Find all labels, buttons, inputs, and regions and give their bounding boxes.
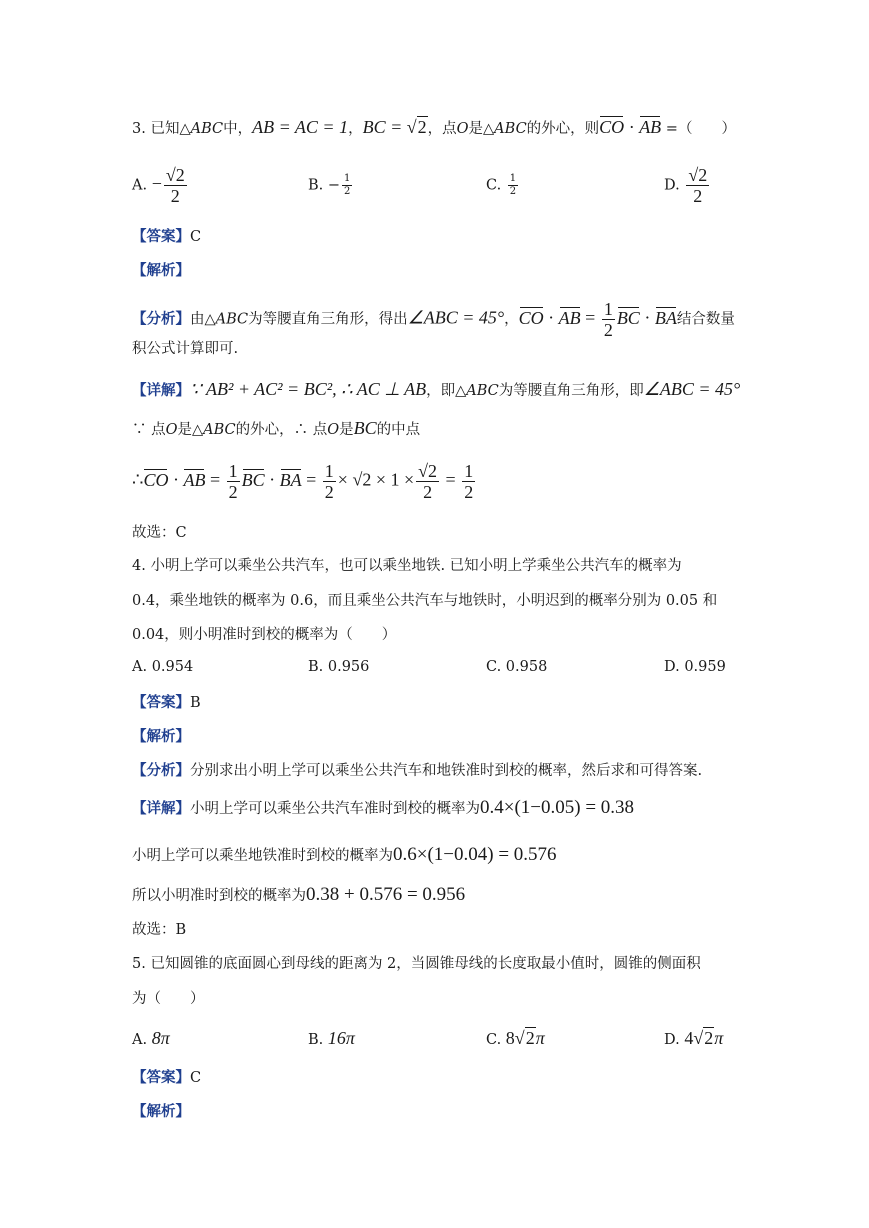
root-fraction: $\frac{√2}{2}$ — [418, 461, 438, 502]
denominator: 2 — [344, 186, 351, 197]
text: 由△ — [190, 311, 216, 328]
option-value: 8π — [151, 1028, 170, 1048]
option-value: 0.958 — [505, 659, 548, 675]
q3-stem-text: 的外心，则 — [526, 121, 600, 137]
choose-text: 故选：C — [132, 525, 187, 541]
q3-option-c — [486, 174, 520, 197]
q3-stem-text: =（ ） — [661, 121, 736, 137]
q4-option-a — [132, 659, 193, 675]
q4-choose — [132, 920, 186, 940]
q4-stem-line2 — [132, 591, 717, 611]
o: O — [165, 422, 178, 438]
option-label: D. — [664, 177, 680, 194]
denominator: 2 — [693, 186, 703, 206]
q5-option-c — [486, 1028, 545, 1049]
vector-co: CO — [143, 469, 169, 490]
o: O — [327, 422, 340, 438]
q4-answer — [132, 693, 201, 713]
analysis-tag: 【解析】 — [132, 728, 190, 745]
text: ， — [504, 311, 519, 328]
answer-value: B — [190, 695, 201, 711]
analysis-tag: 【解析】 — [132, 262, 190, 279]
text: 0.4，乘坐地铁的概率为 0.6，而且乘坐公共汽车与地铁时，小明迟到的概率分别为 0.05 和 — [132, 593, 718, 609]
option-label: D. — [664, 659, 680, 675]
analysis-tag: 【解析】 — [132, 1103, 190, 1120]
q4-xiangjie-line3 — [132, 885, 465, 906]
text: 的外心，∴ 点 — [235, 422, 328, 438]
q3-option-b — [308, 174, 354, 197]
option-label: A. — [132, 659, 148, 675]
option-sign: − — [327, 177, 341, 194]
text: 0.04，则小明准时到校的概率为（ ） — [132, 627, 397, 643]
text: 为等腰直角三角形，即 — [498, 383, 644, 399]
xiangjie-tag: 【详解】 — [132, 382, 190, 399]
q3-analysis-heading — [132, 261, 190, 281]
q5-analysis-heading — [132, 1102, 190, 1122]
q4-analysis-heading — [132, 727, 190, 747]
option-label: B. — [308, 177, 324, 194]
q3-stem-text: ，点 — [427, 121, 457, 137]
abc: ABC — [203, 422, 236, 438]
bc: BC — [353, 418, 377, 438]
text: 4. 小明上学可以乘坐公共汽车，也可以乘坐地铁. 已知小明上学乘坐公共汽车的概率为 — [132, 558, 682, 574]
text: 为（ ） — [132, 991, 205, 1007]
option-label: C. — [486, 659, 502, 675]
q3-stem-o: O — [456, 121, 469, 137]
q4-option-c — [486, 659, 547, 675]
therefore: ∴ — [132, 469, 144, 490]
option-label: B. — [308, 1032, 324, 1048]
q3-sqrt-radicand: 2 — [417, 117, 427, 137]
q3-dot: · — [624, 117, 640, 137]
text: 小明上学可以乘坐公共汽车准时到校的概率为 — [190, 801, 480, 817]
q3-stem-text: 3. 已知△ — [132, 121, 191, 137]
q5-option-b — [308, 1028, 355, 1049]
answer-value: C — [190, 229, 202, 245]
q3-stem-math: BC = — [362, 117, 407, 137]
fenxi-tag: 【分析】 — [132, 762, 190, 779]
option-label: A. — [132, 177, 148, 194]
q4-option-d — [664, 659, 726, 675]
text: 为等腰直角三角形，得出 — [248, 311, 408, 328]
q3-vector-co: CO — [599, 117, 625, 137]
math: ∵ AB² + AC² = BC², ∴ AC ⊥ AB — [190, 379, 427, 399]
radicand: 2 — [704, 1028, 714, 1048]
answer-tag: 【答案】 — [132, 228, 190, 245]
q3-sqrt: √2 — [406, 117, 427, 137]
option-fraction — [342, 174, 352, 197]
answer-tag: 【答案】 — [132, 1069, 190, 1086]
q3-stem — [132, 117, 736, 139]
angle-math: ∠ABC = 45° — [643, 379, 741, 399]
option-fraction — [508, 174, 518, 197]
text: 分别求出小明上学可以乘坐公共汽车和地铁准时到校的概率，然后求和可得答案. — [190, 763, 703, 779]
option-fraction — [164, 166, 187, 205]
option-sign: − — [151, 173, 162, 194]
radicand: 2 — [525, 1028, 535, 1048]
denominator: 2 — [170, 186, 180, 206]
math: 0.38 + 0.576 = 0.956 — [306, 884, 466, 905]
numerator: 1 — [509, 173, 517, 184]
q3-fenxi-line2 — [132, 339, 238, 359]
math: 0.4×(1−0.05) = 0.38 — [480, 797, 635, 818]
option-sqrt: √2 — [514, 1028, 535, 1048]
q3-xiangjie-line3: ∴CO · AB = $\frac{1}{2}$ BC · BA = $\frac{1}{2}$ × √2 × 1 × $\frac{√2}{2}$ = $\frac{1}{2}$ — [132, 461, 474, 502]
xiangjie-tag: 【详解】 — [132, 800, 190, 817]
q3-option-a — [132, 166, 189, 205]
half-fraction: $\frac{1}{2}$ — [464, 461, 474, 502]
numerator: 1 — [603, 299, 613, 319]
text: ∵ 点 — [132, 422, 166, 438]
q4-xiangjie-line1 — [132, 798, 634, 819]
answer-value: C — [190, 1070, 202, 1086]
half-fraction: $\frac{1}{2}$ — [324, 461, 334, 502]
vector-ab: AB — [558, 307, 581, 328]
q3-vector-ab: AB — [639, 117, 662, 137]
q5-option-a — [132, 1028, 170, 1049]
option-value: 16π — [327, 1028, 355, 1048]
q3-stem-text: ， — [348, 121, 363, 137]
q3-stem-abc: ABC — [494, 121, 527, 137]
math: 0.6×(1−0.04) = 0.576 — [393, 844, 557, 865]
answer-tag: 【答案】 — [132, 694, 190, 711]
q3-option-d — [664, 166, 711, 205]
option-label: D. — [664, 1032, 680, 1048]
numerator: √2 — [688, 165, 708, 185]
half-fraction — [602, 300, 615, 339]
q4-stem-line1 — [132, 556, 682, 576]
option-label: C. — [486, 1032, 502, 1048]
numerator: √2 — [418, 461, 438, 481]
vector-bc: BC — [616, 307, 640, 328]
denominator: 2 — [603, 320, 613, 340]
denominator: 2 — [509, 186, 517, 197]
option-fraction — [686, 166, 709, 205]
option-coef: 4 — [684, 1028, 694, 1048]
text: 是△ — [177, 422, 204, 438]
option-coef: 8 — [505, 1028, 515, 1048]
q4-stem-line3 — [132, 625, 396, 645]
text: 是 — [339, 422, 354, 438]
text: 积公式计算即可. — [132, 341, 239, 357]
vector-ab: AB — [183, 469, 206, 490]
q3-choose — [132, 523, 187, 543]
numerator: 1 — [344, 173, 351, 184]
q3-stem-abc: ABC — [190, 121, 224, 137]
option-value: 0.956 — [327, 659, 370, 675]
vector-bc: BC — [241, 469, 265, 490]
q5-answer — [132, 1068, 201, 1088]
q3-stem-text: 中， — [223, 121, 253, 137]
q3-stem-math: AB = AC = 1 — [252, 117, 349, 137]
text: ，即△ — [426, 383, 467, 399]
option-pi: π — [714, 1028, 724, 1048]
q3-stem-text: 是△ — [468, 121, 495, 137]
abc: ABC — [215, 311, 249, 328]
vector-ba: BA — [654, 307, 677, 328]
fenxi-tag: 【分析】 — [132, 310, 190, 328]
text: 小明上学可以乘坐地铁准时到校的概率为 — [132, 848, 393, 864]
text: 5. 已知圆锥的底面圆心到母线的距离为 2，当圆锥母线的长度取最小值时，圆锥的侧面积 — [132, 956, 701, 972]
q4-xiangjie-line2 — [132, 845, 557, 866]
vector-co: CO — [518, 307, 544, 328]
q5-stem-line2 — [132, 989, 205, 1009]
vector-ba: BA — [279, 469, 302, 490]
option-label: C. — [486, 177, 502, 194]
option-value: 0.959 — [684, 659, 726, 675]
text: 所以小明准时到校的概率为 — [132, 888, 306, 904]
math: × √2 × 1 × — [337, 469, 415, 490]
angle-math: ∠ABC = 45° — [407, 307, 505, 328]
half-fraction: $\frac{1}{2}$ — [228, 461, 238, 502]
option-label: B. — [308, 659, 324, 675]
q5-stem-line1 — [132, 954, 701, 974]
text: 结合数量 — [676, 311, 735, 328]
text: 的中点 — [376, 422, 421, 438]
q5-option-d — [664, 1028, 723, 1049]
abc: ABC — [466, 383, 499, 399]
option-label: A. — [132, 1032, 148, 1048]
option-pi: π — [535, 1028, 545, 1048]
q4-option-b — [308, 659, 369, 675]
q3-xiangjie-line2 — [132, 418, 420, 440]
q3-fenxi-line1: 【分析】由△ABC为等腰直角三角形，得出∠ABC = 45°，CO · AB = $\frac{1}{2}$ BC · BA结合数量 — [132, 299, 735, 340]
q4-fenxi — [132, 761, 702, 781]
option-sqrt: √2 — [693, 1028, 714, 1048]
q3-xiangjie-line1 — [132, 379, 740, 401]
option-value: 0.954 — [151, 659, 194, 675]
numerator: √2 — [165, 165, 185, 185]
q3-answer — [132, 227, 201, 247]
choose-text: 故选：B — [132, 922, 187, 938]
